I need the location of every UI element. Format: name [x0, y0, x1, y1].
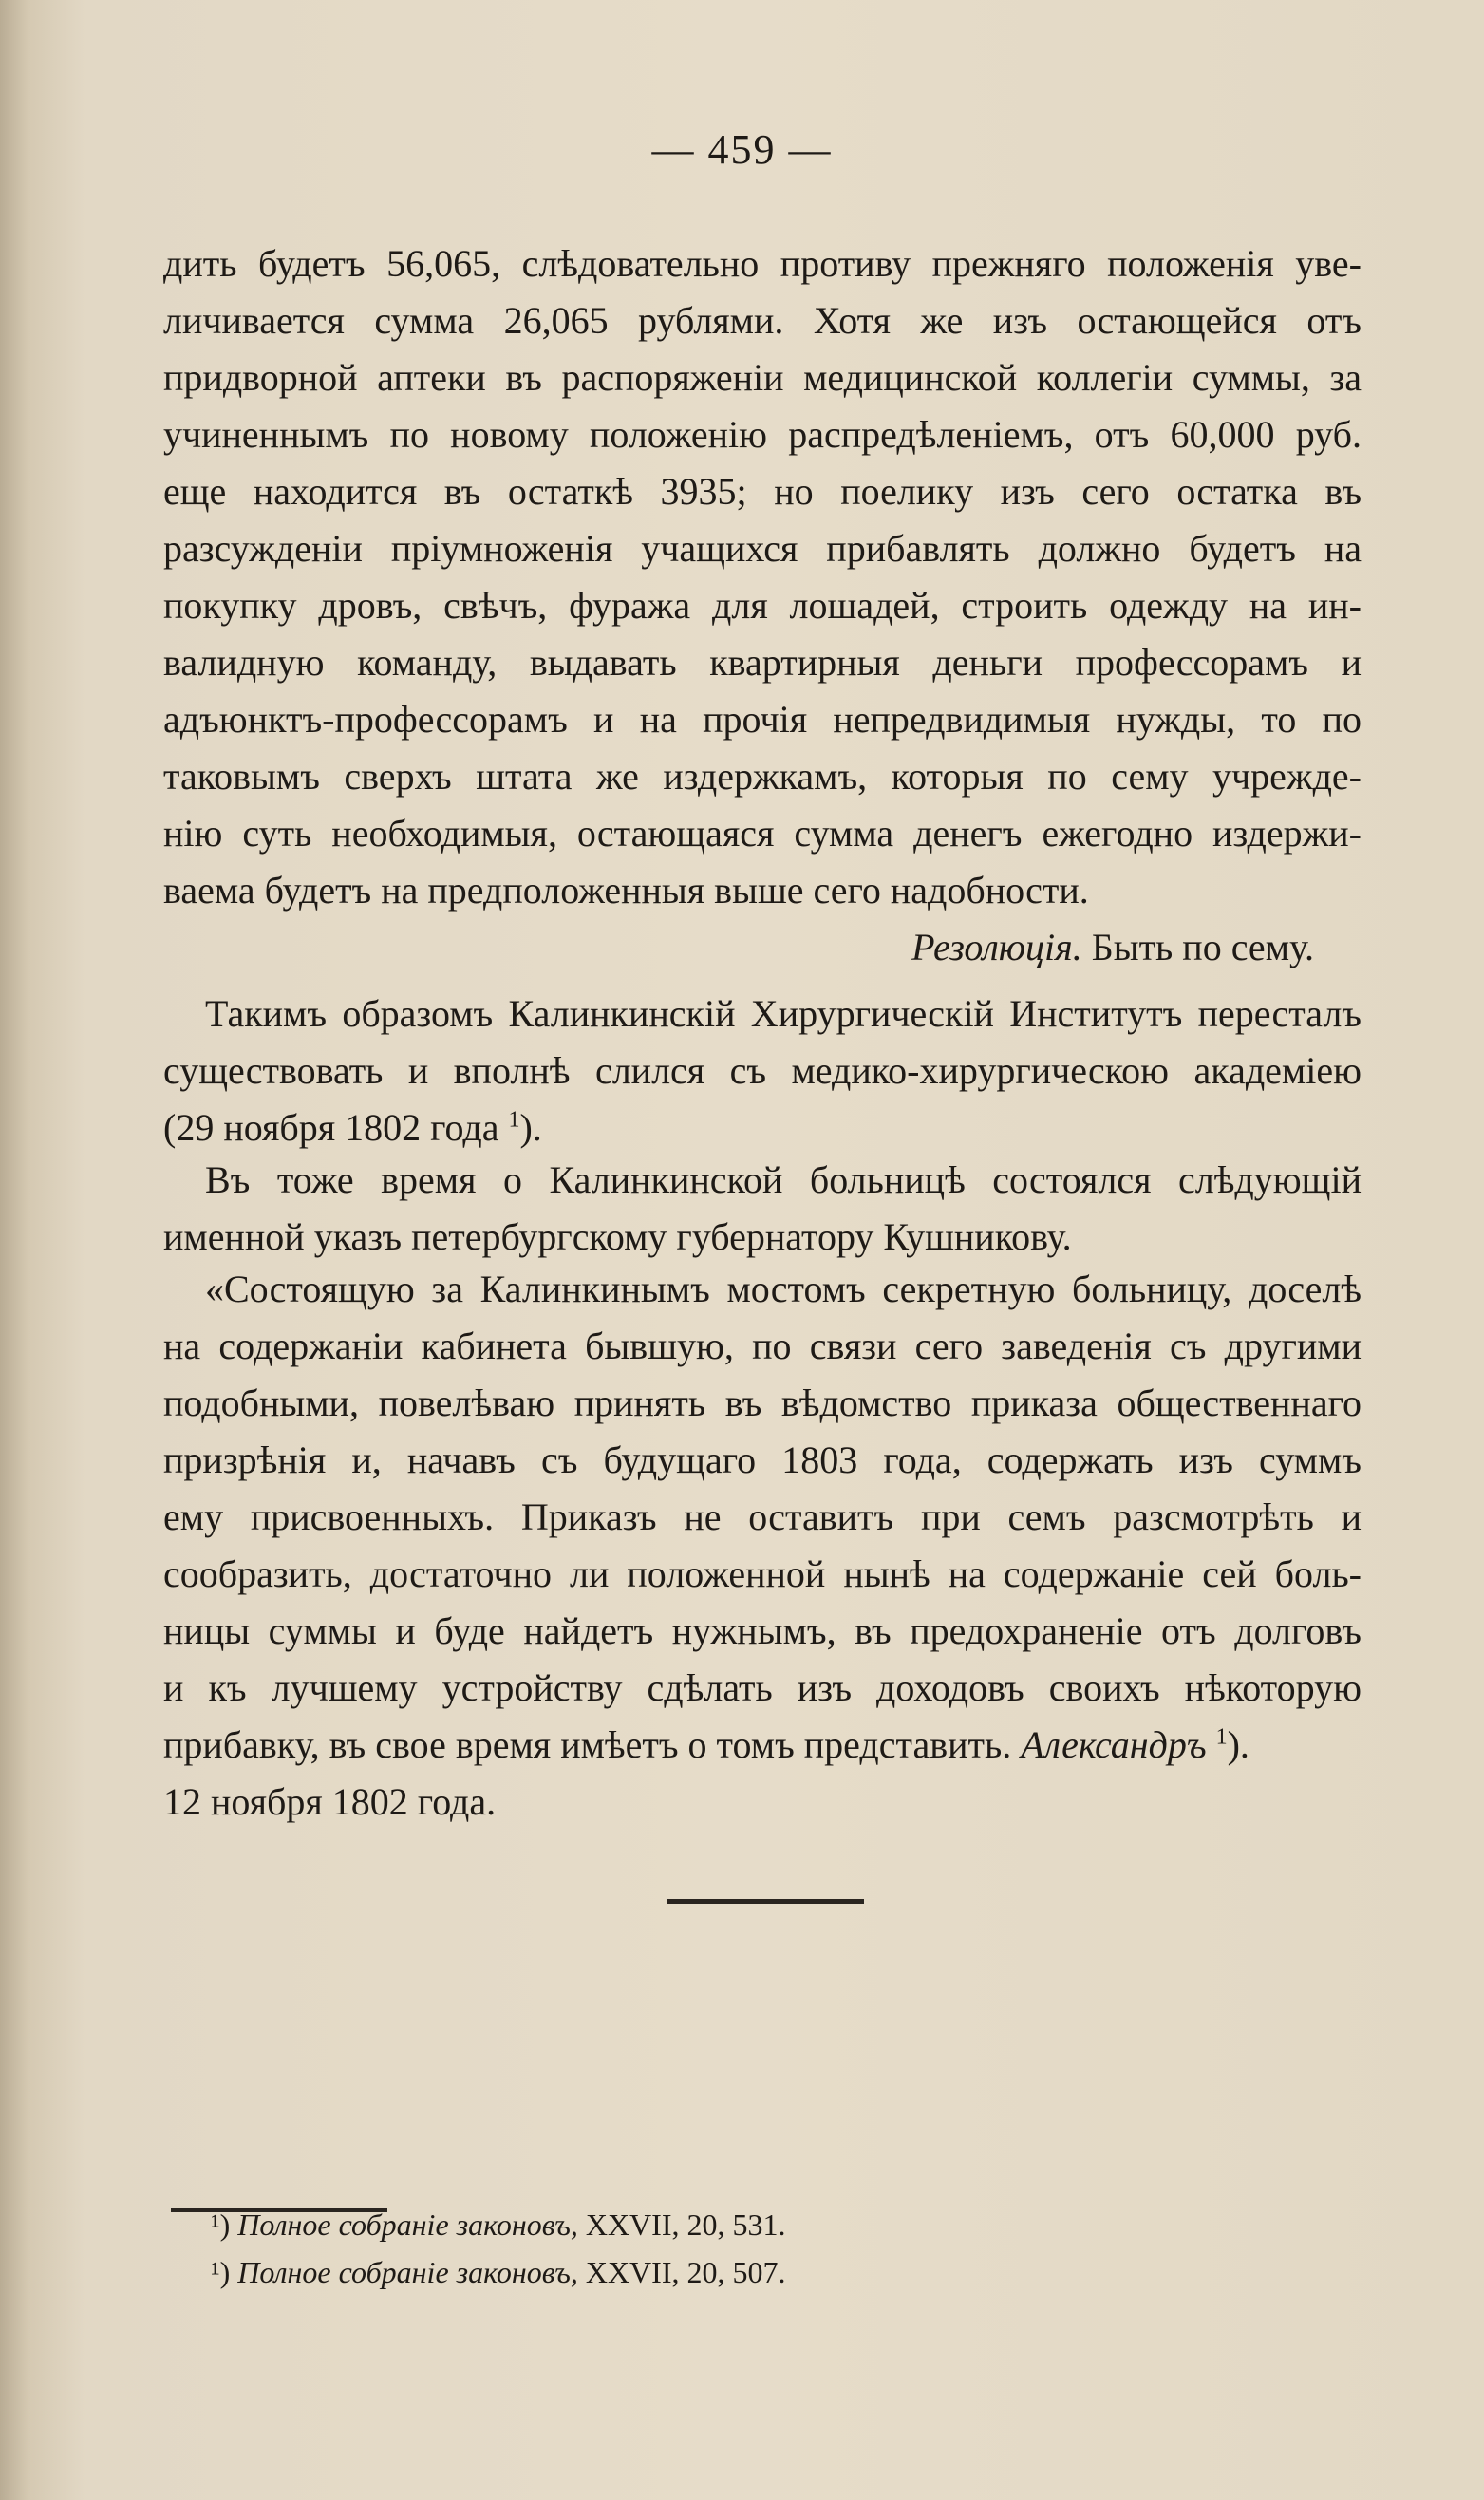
- text-line: таковымъ сверхъ штата же издержкамъ, которыя по сему учрежде-: [163, 755, 1362, 798]
- text-line: ему присвоенныхъ. Приказъ не оставитъ при семъ разсмотрѣть и: [163, 1495, 1362, 1538]
- text-line: сообразить, достаточно ли положенной нынѣ на содержаніе сей боль-: [163, 1552, 1362, 1595]
- footnote-ref: 1: [1215, 1724, 1228, 1750]
- text-line: и къ лучшему устройству сдѣлать изъ доходовъ своихъ нѣкоторую: [163, 1666, 1362, 1709]
- text-fragment: прибавку, въ свое время имѣетъ о томъ представить.: [163, 1723, 1012, 1766]
- text-line: личивается сумма 26,065 рублями. Хотя же изъ остающейся отъ: [163, 299, 1362, 342]
- text-line: валидную команду, выдавать квартирныя деньги профессорамъ и: [163, 641, 1362, 684]
- text-line: подобными, повелѣваю принять въ вѣдомство приказа общественнаго: [163, 1382, 1362, 1424]
- text-line: разсужденіи пріумноженія учащихся прибавлять должно будетъ на: [163, 527, 1362, 570]
- signature: Александръ: [1021, 1723, 1207, 1766]
- text-line: ницы суммы и буде найдетъ нужнымъ, въ предохраненіе отъ долговъ: [163, 1609, 1362, 1652]
- resolution-line: [163, 919, 1362, 976]
- page-number: — 459 —: [651, 126, 833, 173]
- text-line: нію суть необходимыя, остающаяся сумма денегъ ежегодно издержи-: [163, 812, 1362, 855]
- text-line: учиненнымъ по новому положенію распредѣленіемъ, отъ 60,000 руб.: [163, 413, 1362, 456]
- section-divider: [667, 1899, 864, 1904]
- date-line: 12 ноября 1802 года.: [163, 1780, 497, 1823]
- footnote-ref-text: XXVII, 20, 507.: [585, 2255, 786, 2289]
- text-line: Въ тоже время о Калинкинской больницѣ состоялся слѣдующій: [205, 1158, 1362, 1201]
- footnote-ref: 1: [508, 1107, 520, 1133]
- resolution-text: Быть по сему.: [1091, 926, 1314, 968]
- text-line: [163, 1100, 1362, 1156]
- paragraph-1: [163, 235, 1362, 976]
- footnote-marker: ¹): [211, 2255, 231, 2289]
- footnote: [211, 2201, 1255, 2248]
- text-line: Такимъ образомъ Калинкинскій Хирургическій Институтъ пересталъ: [205, 992, 1362, 1035]
- text-fragment: (29 ноября 1802 года: [163, 1106, 499, 1149]
- text-line: ваема будетъ на предположенныя выше сего надобности.: [163, 869, 1089, 912]
- footnote-marker: ¹): [211, 2208, 231, 2242]
- paragraph-4: [163, 1261, 1362, 1831]
- text-line: существовать и вполнѣ слился съ медико-хирургическою академіею: [163, 1049, 1362, 1092]
- text-line: «Состоящую за Калинкинымъ мостомъ секретную больницу, доселѣ: [205, 1268, 1362, 1310]
- paragraph-2: [163, 986, 1362, 1156]
- text-line: покупку дровъ, свѣчъ, фуража для лошадей, строить одежду на ин-: [163, 584, 1362, 627]
- text-line: на содержаніи кабинета бывшую, по связи сего заведенія съ другими: [163, 1325, 1362, 1367]
- text-fragment: ).: [519, 1106, 542, 1149]
- text-line: призрѣнія и, начавъ съ будущаго 1803 года, содержать изъ суммъ: [163, 1438, 1362, 1481]
- footnote-ref-text: XXVII, 20, 531.: [585, 2208, 786, 2242]
- footnote: [211, 2248, 1255, 2296]
- text-fragment: ).: [1227, 1723, 1249, 1766]
- text-line: адъюнктъ-профессорамъ и на прочія непредвидимыя нужды, то по: [163, 698, 1362, 741]
- footnote-title: Полное собраніе законовъ,: [237, 2255, 578, 2289]
- text-line: [163, 1717, 1362, 1774]
- text-line: именной указъ петербургскому губернатору Кушникову.: [163, 1215, 1072, 1258]
- footnote-title: Полное собраніе законовъ,: [237, 2208, 578, 2242]
- text-line: дить будетъ 56,065, слѣдовательно противу прежняго положенія уве-: [163, 242, 1362, 285]
- text-line: еще находится въ остаткѣ 3935; но поелику изъ сего остатка въ: [163, 470, 1362, 513]
- paragraph-3: [163, 1152, 1362, 1266]
- resolution-label: Резолюція.: [911, 926, 1082, 968]
- footnotes: [211, 2201, 1255, 2296]
- text-line: придворной аптеки въ распоряженіи медицинской коллегіи суммы, за: [163, 356, 1362, 399]
